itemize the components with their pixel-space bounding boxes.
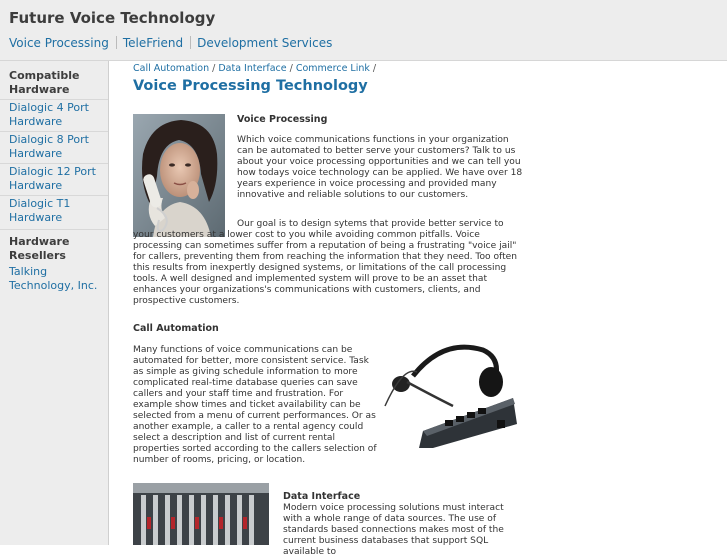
nav-divider [190, 36, 191, 49]
sidebar-heading-compatible-hardware: Compatible Hardware [9, 69, 80, 96]
sidebar [0, 61, 109, 545]
site-header [0, 0, 727, 61]
section-title-voice-processing: Voice Processing [237, 114, 328, 125]
site-title[interactable]: Future Voice Technology [9, 9, 216, 27]
call-paragraph: Many functions of voice communications can be automated for better, more consistent service. Task as simple as giving schedule information to more complicated real-time database queries can save callers and your staff time and frustration. For example show times and ticket availability can be selected from a menu of current performances. Or as another example, a caller to a rental agency could select a description and list of current rental properties sorted according to the callers selection of number of rooms, pricing, or location. [133, 345, 377, 465]
nav-voice-processing[interactable]: Voice Processing [9, 36, 109, 50]
sidebar-item-dialogic-t1[interactable]: Dialogic T1 Hardware [0, 195, 108, 225]
breadcrumb [133, 63, 376, 74]
page-title: Voice Processing Technology [133, 78, 368, 94]
breadcrumb-separator: / [209, 63, 219, 74]
sidebar-item-dialogic-4[interactable]: Dialogic 4 Port Hardware [0, 99, 108, 129]
top-nav [9, 36, 332, 50]
headset-switch-photo [383, 336, 519, 448]
section-title-call-automation: Call Automation [133, 323, 219, 334]
sidebar-item-talking-technology[interactable]: Talking Technology, Inc. [9, 265, 98, 292]
breadcrumb-call-automation[interactable]: Call Automation [133, 63, 210, 74]
voice-paragraph-1: Which voice communications functions in your organization can be automated to better serve your customers? Talk to us about your voice processing opportunities and we can tell you how todays voice technology can be applied. We have over 18 years experience in voice processing and provided many innovative and reliable solutions to our customers. [237, 135, 523, 200]
breadcrumb-commerce-link[interactable]: Commerce Link [295, 63, 370, 74]
sidebar-item-dialogic-12[interactable]: Dialogic 12 Port Hardware [0, 163, 108, 193]
voice-paragraph-2: Our goal is to design sytems that provide better service to your customers at a lower cost to you while avoiding common pitfalls. Voice processing can sometimes suffer from a reputation of being a frustrating "voice jail" for callers, preventing them from reaching the information that they need. Too often this results from inexpertly designed systems, or limitations of the call processing tools. A well designed and implemented system will prove to be an asset that enhances your organizations's communications with customers, clients, and prospective customers. [133, 219, 517, 306]
breadcrumb-data-interface[interactable]: Data Interface [218, 63, 287, 74]
nav-development-services[interactable]: Development Services [197, 36, 333, 50]
server-rack-photo [133, 483, 269, 545]
breadcrumb-separator: / [369, 63, 377, 74]
sidebar-heading-hardware-resellers: Hardware Resellers [9, 235, 70, 262]
nav-divider [116, 36, 117, 49]
data-paragraph: Modern voice processing solutions must interact with a whole range of data sources. The use of standards based connections makes most of the current business databases that support SQL available to [283, 503, 504, 557]
sidebar-item-dialogic-8[interactable]: Dialogic 8 Port Hardware [0, 131, 108, 161]
nav-telefriend[interactable]: TeleFriend [122, 36, 184, 50]
breadcrumb-separator: / [286, 63, 296, 74]
sidebar-divider [0, 229, 108, 230]
section-title-data-interface: Data Interface [283, 491, 361, 502]
